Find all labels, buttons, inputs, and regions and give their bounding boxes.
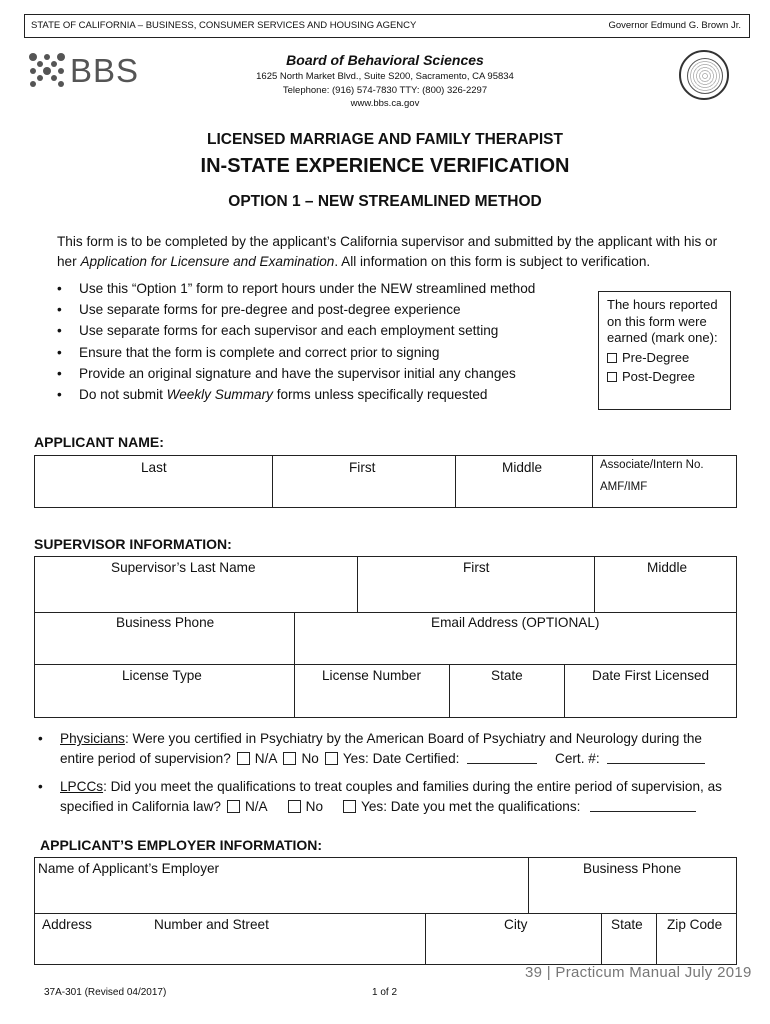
post-degree-checkbox[interactable] — [607, 372, 617, 382]
state-seal-icon — [679, 50, 729, 100]
post-degree-option[interactable] — [607, 369, 722, 386]
employer-zip-label: Zip Code — [667, 917, 723, 932]
na-label: N/A — [244, 799, 268, 814]
board-address: 1625 North Market Blvd., Suite S200, Sacramento, CA 95834 — [256, 71, 514, 82]
employer-address-label: Address — [42, 917, 92, 932]
employer-city-label: City — [504, 917, 528, 932]
lpcc-text-2: specified in California law? — [60, 799, 221, 814]
instruction-item: • Ensure that the form is complete and correct prior to signing — [57, 342, 535, 363]
lpcc-question: • LPCCs: Did you meet the qualifications to treat couples and families during the entire period of supervision, as specified in California law? N/A No Yes: Date you met the qualifications: — [38, 779, 722, 814]
board-phone: Telephone: (916) 574-7830 TTY: (800) 326-2297 — [282, 84, 488, 96]
instruction-item: • Provide an original signature and have the supervisor initial any changes — [57, 363, 535, 384]
na-label: N/A — [254, 751, 278, 766]
instruction-item: • Do not submit Weekly Summary forms unless specifically requested — [57, 384, 535, 405]
yes-date-certified-label: Yes: Date Certified: — [342, 751, 460, 766]
supervisor-table — [34, 556, 737, 718]
date-first-licensed-label: Date First Licensed — [592, 668, 710, 683]
associate-number-label: Associate/Intern No. — [600, 459, 704, 471]
instruction-item: • Use separate forms for pre-degree and post-degree experience — [57, 299, 535, 320]
instruction-list — [57, 278, 535, 405]
no-label: No — [301, 751, 319, 766]
cert-number-label: Cert. #: — [555, 751, 600, 766]
intro-paragraph — [57, 232, 737, 272]
intro-text-1: This form is to be completed by the applicant’s California supervisor and submitted by the applicant with his or her — [57, 234, 718, 269]
page-number: 1 of 2 — [372, 987, 398, 998]
physicians-question: • Physicians: Were you certified in Psychiatry by the American Board of Psychiatry and Neurology during the entire period of supervision? N/A No Yes: Date Certified: Cert. #: — [38, 729, 738, 773]
physicians-text-2: entire period of supervision? — [60, 751, 231, 766]
applicant-last-label: Last — [141, 460, 167, 475]
license-state-label: State — [491, 668, 523, 683]
lpcc-text: : Did you meet the qualifications to treat couples and families during the entire period of supervision, as — [103, 779, 722, 794]
bbs-logo-text: BBS — [70, 52, 140, 89]
lpcc-na-checkbox[interactable] — [227, 800, 240, 813]
employer-street-label: Number and Street — [154, 917, 269, 932]
employer-name-label: Name of Applicant’s Employer — [38, 861, 220, 876]
governor-line: Governor Edmund G. Brown Jr. — [608, 20, 741, 31]
employer-state-label: State — [611, 917, 643, 932]
agency-line: STATE OF CALIFORNIA – BUSINESS, CONSUMER SERVICES AND HOUSING AGENCY — [31, 20, 417, 31]
employer-heading: APPLICANT’S EMPLOYER INFORMATION: — [40, 837, 323, 853]
lpcc-no-checkbox[interactable] — [288, 800, 301, 813]
yes-date-met-label: Yes: Date you met the qualifications: — [361, 799, 581, 814]
intro-text-2: . All information on this form is subject to verification. — [334, 254, 651, 269]
physicians-text: : Were you certified in Psychiatry by the American Board of Psychiatry and Neurology during the — [124, 731, 702, 746]
physicians-na-checkbox[interactable] — [237, 752, 250, 765]
manual-page-label: 39 | Practicum Manual July 2019 — [525, 964, 752, 981]
supervisor-middle-label: Middle — [647, 560, 688, 575]
applicant-name-heading: APPLICANT NAME: — [34, 434, 164, 450]
supervisor-email-label: Email Address (OPTIONAL) — [431, 615, 600, 630]
no-label: No — [305, 799, 324, 814]
date-met-field[interactable] — [590, 799, 696, 812]
employer-table — [34, 857, 737, 965]
physicians-yes-checkbox[interactable] — [325, 752, 338, 765]
cert-number-field[interactable] — [607, 751, 705, 764]
form-id: 37A-301 (Revised 04/2017) — [44, 987, 167, 998]
supervisor-last-name-label: Supervisor’s Last Name — [111, 560, 256, 575]
instruction-item: • Use this “Option 1” form to report hours under the NEW streamlined method — [57, 278, 535, 299]
lpcc-yes-checkbox[interactable] — [343, 800, 356, 813]
employer-phone-label: Business Phone — [583, 861, 682, 876]
board-info — [180, 50, 590, 111]
supervisor-phone-label: Business Phone — [116, 615, 215, 630]
physicians-label: Physicians — [60, 731, 125, 746]
form-title-line2: IN-STATE EXPERIENCE VERIFICATION — [200, 155, 570, 177]
board-name: Board of Behavioral Sciences — [286, 52, 484, 68]
hours-earned-box — [598, 291, 731, 410]
form-title-line1: LICENSED MARRIAGE AND FAMILY THERAPIST — [207, 131, 563, 148]
bbs-logo-icon — [27, 51, 67, 87]
post-degree-label: Post-Degree — [622, 369, 695, 384]
associate-prefix-label: AMF/IMF — [600, 481, 648, 493]
agency-header-bar — [24, 14, 750, 38]
intro-italic: Application for Licensure and Examination — [80, 254, 335, 269]
license-type-label: License Type — [122, 668, 202, 683]
hours-earned-text: The hours reported on this form were earned (mark one): — [607, 297, 718, 345]
physicians-no-checkbox[interactable] — [283, 752, 296, 765]
supervisor-first-label: First — [463, 560, 490, 575]
form-title-line3: OPTION 1 – NEW STREAMLINED METHOD — [228, 193, 542, 210]
license-number-label: License Number — [322, 668, 421, 683]
applicant-name-table — [34, 455, 737, 508]
pre-degree-checkbox[interactable] — [607, 353, 617, 363]
applicant-first-label: First — [349, 460, 376, 475]
instruction-item: • Use separate forms for each supervisor and each employment setting — [57, 320, 535, 341]
pre-degree-option[interactable] — [607, 350, 722, 367]
applicant-middle-label: Middle — [502, 460, 543, 475]
pre-degree-label: Pre-Degree — [622, 349, 690, 365]
supervisor-heading: SUPERVISOR INFORMATION: — [34, 536, 232, 552]
board-website: www.bbs.ca.gov — [350, 98, 420, 109]
date-certified-field[interactable] — [467, 751, 537, 764]
lpcc-label: LPCCs — [60, 779, 104, 794]
